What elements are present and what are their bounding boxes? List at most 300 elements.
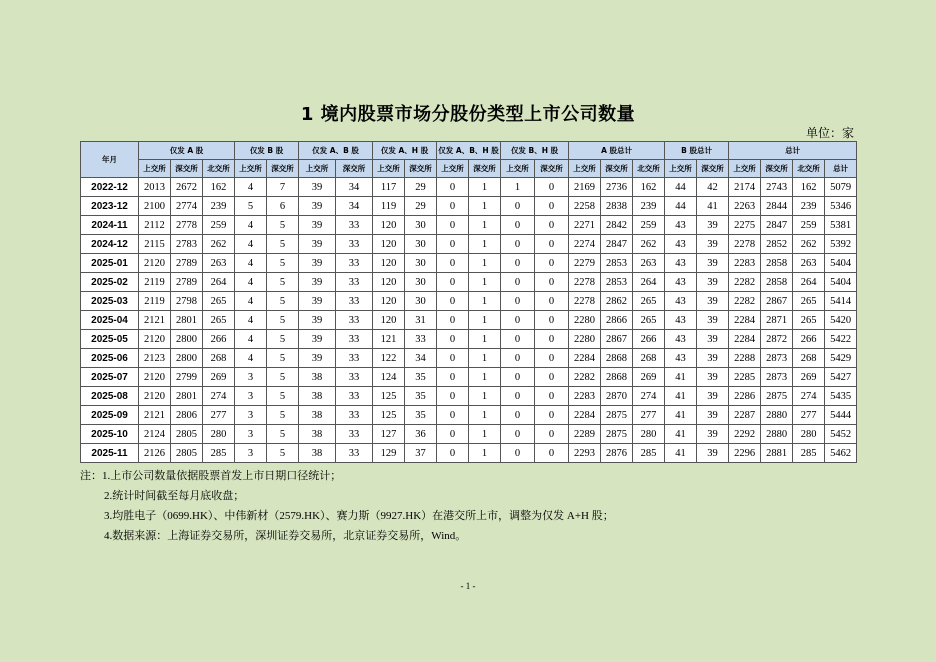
page-title: 1 境内股票市场分股份类型上市公司数量 [300,104,636,125]
month-cell: 2022-12 [81,178,139,197]
exchange-subheader: 总计 [825,160,857,178]
footnote: 2.统计时间截至每月底收盘； [104,490,245,502]
exchange-subheader: 深交所 [535,160,569,178]
value-cell: 0 [437,387,469,406]
value-cell: 268 [633,349,665,368]
value-cell: 2774 [171,197,203,216]
value-cell: 1 [469,330,501,349]
value-cell: 38 [299,425,336,444]
value-cell: 162 [633,178,665,197]
month-cell: 2025-10 [81,425,139,444]
value-cell: 1 [469,368,501,387]
value-cell: 0 [501,311,535,330]
value-cell: 4 [235,311,267,330]
exchange-subheader: 深交所 [171,160,203,178]
value-cell: 5 [267,368,299,387]
value-cell: 39 [299,197,336,216]
value-cell: 39 [299,254,336,273]
value-cell: 121 [373,330,405,349]
month-cell: 2025-04 [81,311,139,330]
table-row [81,254,857,273]
group-header: 仅发 B 股 [235,142,299,160]
value-cell: 38 [299,368,336,387]
value-cell: 0 [535,311,569,330]
value-cell: 2847 [601,235,633,254]
table-row [81,387,857,406]
value-cell: 43 [665,216,697,235]
value-cell: 0 [501,235,535,254]
value-cell: 2800 [171,349,203,368]
value-cell: 2873 [761,349,793,368]
value-cell: 2847 [761,216,793,235]
value-cell: 2278 [569,273,601,292]
value-cell: 33 [336,235,373,254]
value-cell: 2876 [601,444,633,463]
month-cell: 2025-01 [81,254,139,273]
value-cell: 259 [633,216,665,235]
value-cell: 2880 [761,406,793,425]
month-cell: 2024-12 [81,235,139,254]
value-cell: 0 [437,216,469,235]
value-cell: 1 [469,178,501,197]
exchange-subheader: 深交所 [601,160,633,178]
value-cell: 33 [336,368,373,387]
value-cell: 29 [405,178,437,197]
value-cell: 39 [697,254,729,273]
value-cell: 2289 [569,425,601,444]
value-cell: 269 [793,368,825,387]
value-cell: 2282 [569,368,601,387]
value-cell: 2838 [601,197,633,216]
value-cell: 38 [299,444,336,463]
month-cell: 2025-11 [81,444,139,463]
value-cell: 2258 [569,197,601,216]
value-cell: 5 [267,444,299,463]
value-cell: 5 [267,292,299,311]
value-cell: 285 [633,444,665,463]
value-cell: 2875 [601,406,633,425]
value-cell: 274 [633,387,665,406]
value-cell: 0 [535,216,569,235]
table-row [81,349,857,368]
value-cell: 5429 [825,349,857,368]
value-cell: 285 [793,444,825,463]
value-cell: 7 [267,178,299,197]
value-cell: 120 [373,273,405,292]
exchange-subheader: 深交所 [267,160,299,178]
value-cell: 120 [373,216,405,235]
value-cell: 0 [437,349,469,368]
value-cell: 265 [793,292,825,311]
page-number: - 1 - [460,581,476,591]
value-cell: 43 [665,292,697,311]
value-cell: 263 [633,254,665,273]
value-cell: 2842 [601,216,633,235]
value-cell: 0 [535,178,569,197]
group-header: B 股总计 [665,142,729,160]
value-cell: 0 [535,387,569,406]
value-cell: 0 [501,406,535,425]
value-cell: 2875 [761,387,793,406]
value-cell: 2263 [729,197,761,216]
value-cell: 2866 [601,311,633,330]
value-cell: 35 [405,406,437,425]
value-cell: 2280 [569,330,601,349]
value-cell: 259 [203,216,235,235]
value-cell: 4 [235,292,267,311]
value-cell: 2282 [729,292,761,311]
value-cell: 5404 [825,254,857,273]
value-cell: 264 [633,273,665,292]
value-cell: 5079 [825,178,857,197]
value-cell: 0 [501,330,535,349]
value-cell: 277 [203,406,235,425]
value-cell: 41 [665,425,697,444]
value-cell: 39 [299,235,336,254]
value-cell: 4 [235,254,267,273]
value-cell: 2800 [171,330,203,349]
value-cell: 1 [501,178,535,197]
value-cell: 41 [665,368,697,387]
value-cell: 2292 [729,425,761,444]
value-cell: 2283 [569,387,601,406]
value-cell: 2283 [729,254,761,273]
value-cell: 124 [373,368,405,387]
value-cell: 0 [535,254,569,273]
value-cell: 5404 [825,273,857,292]
value-cell: 162 [793,178,825,197]
value-cell: 44 [665,178,697,197]
value-cell: 5392 [825,235,857,254]
value-cell: 0 [535,406,569,425]
value-cell: 39 [697,330,729,349]
value-cell: 1 [469,444,501,463]
value-cell: 30 [405,254,437,273]
value-cell: 0 [437,330,469,349]
value-cell: 120 [373,235,405,254]
group-header: 仅发 A 股 [139,142,235,160]
value-cell: 33 [336,387,373,406]
value-cell: 2293 [569,444,601,463]
value-cell: 41 [697,197,729,216]
value-cell: 37 [405,444,437,463]
value-cell: 38 [299,387,336,406]
value-cell: 129 [373,444,405,463]
month-cell: 2025-07 [81,368,139,387]
value-cell: 1 [469,425,501,444]
exchange-subheader: 上交所 [729,160,761,178]
value-cell: 259 [793,216,825,235]
value-cell: 277 [633,406,665,425]
month-cell: 2024-11 [81,216,139,235]
exchange-subheader: 深交所 [761,160,793,178]
value-cell: 0 [501,349,535,368]
value-cell: 5 [267,330,299,349]
value-cell: 0 [437,292,469,311]
value-cell: 2120 [139,254,171,273]
table-row [81,273,857,292]
value-cell: 39 [697,216,729,235]
exchange-subheader: 北交所 [793,160,825,178]
value-cell: 274 [793,387,825,406]
value-cell: 5 [267,425,299,444]
value-cell: 2120 [139,330,171,349]
month-cell: 2025-06 [81,349,139,368]
footnotes [80,466,880,546]
value-cell: 0 [437,235,469,254]
listed-companies-table [80,141,857,463]
value-cell: 265 [633,311,665,330]
month-cell: 2025-02 [81,273,139,292]
value-cell: 5462 [825,444,857,463]
value-cell: 4 [235,216,267,235]
value-cell: 127 [373,425,405,444]
exchange-subheader: 上交所 [299,160,336,178]
table-row [81,235,857,254]
value-cell: 2801 [171,311,203,330]
value-cell: 2858 [761,254,793,273]
value-cell: 2121 [139,406,171,425]
value-cell: 5452 [825,425,857,444]
value-cell: 39 [299,311,336,330]
value-cell: 2806 [171,406,203,425]
value-cell: 285 [203,444,235,463]
value-cell: 120 [373,311,405,330]
value-cell: 43 [665,311,697,330]
value-cell: 2282 [729,273,761,292]
value-cell: 33 [336,273,373,292]
value-cell: 0 [437,368,469,387]
group-header: 仅发 A、H 股 [373,142,437,160]
value-cell: 5427 [825,368,857,387]
value-cell: 3 [235,368,267,387]
value-cell: 1 [469,235,501,254]
value-cell: 4 [235,235,267,254]
value-cell: 4 [235,330,267,349]
footnote: 注：1.上市公司数量依据股票首发上市日期口径统计； [80,470,342,482]
value-cell: 31 [405,311,437,330]
value-cell: 2296 [729,444,761,463]
value-cell: 38 [299,406,336,425]
value-cell: 43 [665,330,697,349]
value-cell: 39 [299,292,336,311]
value-cell: 34 [336,178,373,197]
value-cell: 2013 [139,178,171,197]
value-cell: 2278 [569,292,601,311]
value-cell: 2284 [729,330,761,349]
value-cell: 268 [793,349,825,368]
value-cell: 125 [373,406,405,425]
value-cell: 0 [437,444,469,463]
value-cell: 2881 [761,444,793,463]
value-cell: 36 [405,425,437,444]
table-row [81,216,857,235]
exchange-subheader: 深交所 [697,160,729,178]
value-cell: 33 [336,444,373,463]
value-cell: 1 [469,292,501,311]
value-cell: 2271 [569,216,601,235]
value-cell: 41 [665,444,697,463]
value-cell: 265 [633,292,665,311]
exchange-subheader: 深交所 [469,160,501,178]
value-cell: 263 [203,254,235,273]
exchange-subheader: 深交所 [405,160,437,178]
value-cell: 2119 [139,292,171,311]
value-cell: 0 [535,197,569,216]
value-cell: 4 [235,273,267,292]
exchange-subheader: 上交所 [373,160,405,178]
value-cell: 43 [665,235,697,254]
value-cell: 2875 [601,425,633,444]
value-cell: 2275 [729,216,761,235]
value-cell: 266 [633,330,665,349]
value-cell: 262 [633,235,665,254]
value-cell: 262 [203,235,235,254]
value-cell: 2169 [569,178,601,197]
value-cell: 2852 [761,235,793,254]
group-header: 仅发 B、H 股 [501,142,569,160]
value-cell: 0 [501,254,535,273]
value-cell: 39 [299,349,336,368]
value-cell: 266 [793,330,825,349]
value-cell: 2873 [761,368,793,387]
value-cell: 39 [697,425,729,444]
value-cell: 0 [501,197,535,216]
value-cell: 5 [267,216,299,235]
value-cell: 2743 [761,178,793,197]
value-cell: 2789 [171,254,203,273]
value-cell: 39 [697,387,729,406]
value-cell: 0 [535,292,569,311]
value-cell: 125 [373,387,405,406]
value-cell: 5 [267,254,299,273]
value-cell: 0 [437,406,469,425]
table-row [81,292,857,311]
value-cell: 2853 [601,254,633,273]
value-cell: 1 [469,387,501,406]
value-cell: 2123 [139,349,171,368]
value-cell: 2119 [139,273,171,292]
value-cell: 2120 [139,387,171,406]
value-cell: 2284 [729,311,761,330]
value-cell: 2778 [171,216,203,235]
value-cell: 2798 [171,292,203,311]
value-cell: 239 [633,197,665,216]
value-cell: 2287 [729,406,761,425]
value-cell: 33 [336,330,373,349]
table-row [81,330,857,349]
value-cell: 5 [267,311,299,330]
value-cell: 3 [235,387,267,406]
value-cell: 2278 [729,235,761,254]
value-cell: 269 [203,368,235,387]
value-cell: 39 [697,368,729,387]
value-cell: 120 [373,292,405,311]
value-cell: 6 [267,197,299,216]
value-cell: 5414 [825,292,857,311]
footnote: 3.均胜电子（0699.HK）、中伟新材（2579.HK）、赛力斯（9927.HK）在港交所上市，调整为仅发 A+H 股； [104,510,614,522]
unit-label: 单位：家 [805,126,854,140]
value-cell: 39 [697,292,729,311]
value-cell: 262 [793,235,825,254]
value-cell: 0 [501,273,535,292]
exchange-subheader: 上交所 [569,160,601,178]
value-cell: 34 [336,197,373,216]
value-cell: 265 [203,292,235,311]
value-cell: 2868 [601,349,633,368]
value-cell: 5 [235,197,267,216]
value-cell: 39 [299,273,336,292]
value-cell: 5444 [825,406,857,425]
value-cell: 2801 [171,387,203,406]
value-cell: 0 [501,425,535,444]
value-cell: 39 [299,330,336,349]
value-cell: 2870 [601,387,633,406]
table-row [81,178,857,197]
exchange-subheader: 上交所 [235,160,267,178]
group-header: 仅发 A、B、H 股 [437,142,501,160]
value-cell: 33 [336,349,373,368]
value-cell: 269 [633,368,665,387]
value-cell: 39 [697,406,729,425]
value-cell: 5 [267,349,299,368]
value-cell: 39 [697,311,729,330]
table-row [81,444,857,463]
value-cell: 274 [203,387,235,406]
value-cell: 5 [267,273,299,292]
value-cell: 43 [665,273,697,292]
value-cell: 2280 [569,311,601,330]
value-cell: 2279 [569,254,601,273]
value-cell: 2115 [139,235,171,254]
value-cell: 119 [373,197,405,216]
value-cell: 33 [336,311,373,330]
month-cell: 2025-08 [81,387,139,406]
value-cell: 43 [665,349,697,368]
value-cell: 29 [405,197,437,216]
value-cell: 5420 [825,311,857,330]
exchange-subheader: 上交所 [139,160,171,178]
value-cell: 2862 [601,292,633,311]
value-cell: 0 [501,387,535,406]
value-cell: 2805 [171,444,203,463]
value-cell: 39 [697,444,729,463]
group-header: 仅发 A、B 股 [299,142,373,160]
value-cell: 2174 [729,178,761,197]
value-cell: 33 [405,330,437,349]
value-cell: 34 [405,349,437,368]
value-cell: 1 [469,216,501,235]
value-cell: 35 [405,387,437,406]
value-cell: 3 [235,444,267,463]
value-cell: 0 [535,425,569,444]
value-cell: 39 [697,273,729,292]
value-cell: 44 [665,197,697,216]
value-cell: 5 [267,406,299,425]
value-cell: 5 [267,235,299,254]
value-cell: 0 [501,216,535,235]
value-cell: 0 [501,368,535,387]
value-cell: 239 [793,197,825,216]
value-cell: 0 [437,197,469,216]
value-cell: 30 [405,235,437,254]
value-cell: 5381 [825,216,857,235]
value-cell: 5435 [825,387,857,406]
value-cell: 0 [535,368,569,387]
value-cell: 2672 [171,178,203,197]
value-cell: 2805 [171,425,203,444]
value-cell: 5 [267,387,299,406]
